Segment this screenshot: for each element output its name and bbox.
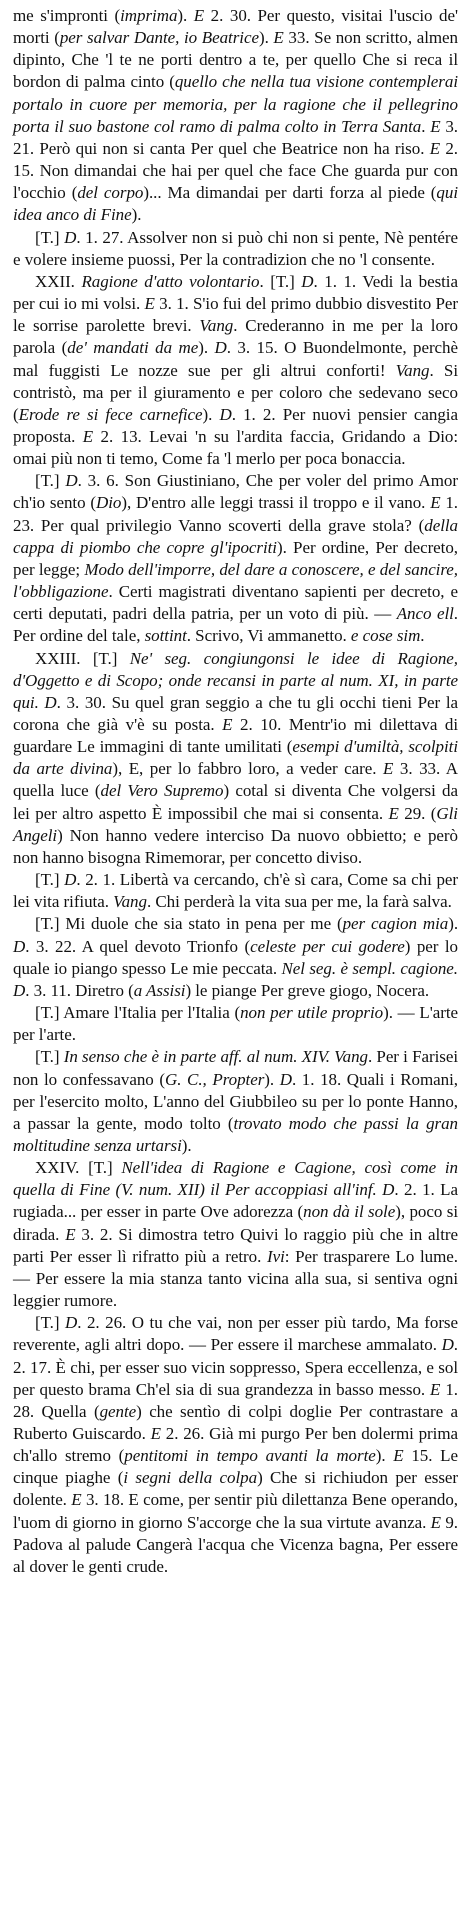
italic-text: pentitomi in tempo avanti la morte	[124, 1446, 376, 1466]
body-text: ).	[448, 914, 459, 934]
italic-text: D	[65, 1313, 78, 1333]
italic-text: celeste per cui godere	[250, 936, 405, 956]
body-text: 2. 13. Levai 'n su l'ardita faccia, Gridando a Dio: omai più non ti temo, Come fa 'l merlo per poca bonaccia.	[13, 426, 458, 469]
italic-text: Dio	[95, 493, 122, 513]
body-text: .	[421, 116, 431, 136]
italic-text: E	[273, 28, 284, 48]
body-text: ), E, per lo fabbro loro, a veder care.	[112, 759, 383, 779]
body-text: . 3. 22. A quel devoto Trionfo (	[25, 936, 251, 956]
body-text: [T.]	[35, 1047, 64, 1067]
body-text: 9. Padova al palude Cangerà l'acqua che Vicenza bagna, Per essere al dover le genti crude.	[13, 1512, 458, 1576]
italic-text: quello che nella tua visione contemplerai portalo in cuore per memoria, per la ragione che il pellegrino porta il suo bastone col ramo di palma colto in Terra Santa	[13, 72, 458, 136]
body-text: 3. 1. S'io fui del primo dubbio disvestito Per le sorrise parolette brevi.	[13, 294, 458, 336]
body-text: ), poco si dirada.	[13, 1202, 458, 1244]
italic-text: del corpo	[77, 183, 144, 203]
text-paragraph	[13, 1046, 458, 1157]
italic-text: E	[430, 116, 441, 136]
body-text: . 2. 26. O tu che vai, non per esser più tardo, Ma forse reverente, agli altri dopo. — Per essere il marchese ammalato.	[13, 1313, 458, 1355]
text-paragraph	[13, 1312, 458, 1578]
body-text: . 1. 1. Vedi la bestia per cui io mi volsi.	[13, 271, 458, 314]
body-text: 2. 10. Mentr'io mi dilettava di guardare Le immagini di tante umilitati (	[13, 715, 458, 757]
italic-text: E	[193, 6, 205, 25]
body-text: . 2. 17. È chi, per esser suo vicin soppresso, Spera eccellenza, e sol per questo brama Ch'el sia di sua grandezza in basso messo.	[13, 1335, 458, 1399]
body-text: 33. Se non scritto, almen dipinto, Che 'l te ne porti dentro a te, per quello Che si reca il bordon di palma cinto (	[13, 28, 458, 92]
text-paragraph	[13, 227, 458, 271]
italic-text: E	[429, 138, 441, 158]
body-text: . Scrivo, Vi ammanetto.	[186, 626, 351, 646]
italic-text: E	[430, 1512, 441, 1532]
italic-text: Erode re si fece carnefice	[18, 404, 203, 424]
italic-text: D	[64, 227, 77, 247]
italic-text: D	[64, 870, 77, 890]
italic-text: Nell'idea di Ragione e Cagione, così come in quella di Fine (V. num. XII) il Per accoppiasi all'inf. D	[13, 1158, 458, 1200]
body-text: me s'impronti (	[13, 6, 121, 25]
italic-text: E	[150, 1424, 161, 1443]
italic-text: Vang	[113, 892, 147, 912]
italic-text: imprima	[120, 6, 178, 25]
body-text: [T.] Amare l'Italia per l'Italia (	[35, 1003, 241, 1023]
italic-text: Gli Angeli	[13, 803, 458, 845]
italic-text: della cappa di piombo che copre gl'ipocriti	[13, 515, 458, 557]
body-text: ).	[375, 1446, 394, 1466]
body-text: . 3. 6. Son Giustiniano, Che per voler del primo Amor ch'io sento (	[13, 471, 458, 513]
body-text: ) cotal si diventa Che volgersi da lei per altro aspetto È impossibil che mai si consenta.	[13, 781, 458, 823]
italic-text: Vang	[395, 360, 430, 380]
italic-text: D	[279, 1069, 292, 1089]
italic-text: a Assisi	[133, 980, 186, 1000]
body-text: 3. 2. Si dimostra tetro Quivi lo raggio più che in altre parti Per esser lì rifratto più a retro.	[13, 1224, 458, 1266]
body-text: . 2. 1. La rugiada... per esser in parte Ove adorezza (	[13, 1180, 458, 1222]
italic-text: e cose sim	[350, 626, 421, 646]
body-text: ). Per ordine, Per decreto, per legge;	[13, 537, 458, 579]
text-paragraph	[13, 1157, 458, 1312]
italic-text: Ne' seg. congiungonsi le idee di Ragione, d'Oggetto e di Scopo; onde recansi in parte al num. XI, in parte qui. D	[13, 648, 458, 712]
body-text: XXIV. [T.]	[35, 1158, 122, 1178]
body-text: 3. 21. Però qui non si canta Per quel che Beatrice non ha riso.	[13, 116, 458, 158]
body-text: 3. 18. E come, per sentir più dilettanza Bene operando, l'uom di giorno in giorno S'accorge che la sua virtute avanza.	[13, 1490, 458, 1532]
body-text: . 1. 18. Quali i Romani, per l'esercito molto, L'anno del Giubbileo su per lo ponte Hanno, a passar la gente, modo tolto (	[13, 1069, 458, 1133]
italic-text: D	[301, 271, 314, 291]
body-text: . Certi magistrati diventano sapienti per decreto, e certi deputati, padri della patria, per un voto di più. —	[13, 582, 458, 624]
italic-text: D	[441, 1335, 454, 1355]
body-text: ).	[131, 205, 142, 225]
italic-text: per salvar Dante, io Beatrice	[59, 28, 259, 48]
body-text: XXIII. [T.]	[35, 648, 130, 668]
italic-text: D	[13, 936, 26, 956]
italic-text: Ivi	[266, 1246, 285, 1266]
body-text: .	[420, 626, 425, 646]
text-paragraph	[13, 913, 458, 1002]
body-text: [T.] Mi duole che sia stato in pena per me (	[35, 914, 343, 934]
italic-text: E	[393, 1446, 404, 1466]
body-text: 2. 30. Per questo, visitai l'uscio de' morti (	[13, 6, 459, 48]
italic-text: E	[71, 1490, 82, 1510]
italic-text: Ragione d'atto volontario	[81, 271, 260, 291]
body-text: . Per i Farisei non lo confessavano (	[13, 1047, 458, 1089]
body-text: . Crederanno in me per la loro parola (	[13, 316, 458, 358]
italic-text: E	[222, 715, 233, 734]
body-text: . 3. 11. Diretro (	[25, 980, 134, 1000]
body-text: 2. 26. Già mi purgo Per ben dolermi prima ch'allo stremo (	[13, 1424, 459, 1466]
body-text: 15. Le cinque piaghe (	[13, 1446, 458, 1488]
body-text: . [T.]	[259, 271, 302, 291]
body-text: . 3. 30. Su quel gran seggio a che tu gli occhi tieni Per la corona che già v'è su posta.	[13, 692, 458, 734]
italic-text: gente	[99, 1401, 137, 1421]
italic-text: D	[214, 338, 227, 358]
body-text: . Per ordine del tale,	[13, 604, 458, 646]
body-text: [T.]	[35, 870, 65, 890]
italic-text: D	[219, 404, 232, 424]
italic-text: trovato modo che passi la gran moltitudine senza urtarsi	[13, 1113, 458, 1155]
text-paragraph	[13, 1002, 458, 1046]
body-text: ).	[181, 1135, 192, 1155]
italic-text: E	[430, 493, 441, 513]
body-text: [T.]	[35, 1313, 66, 1333]
body-text: ) Che si richiudon per esser dolente.	[13, 1468, 459, 1510]
body-text: ).	[198, 338, 215, 358]
body-text: ) le piange Per greve giogo, Nocera.	[185, 980, 430, 1000]
body-text: XXII.	[35, 271, 82, 291]
body-text: ), D'entro alle leggi trassi il troppo e il vano.	[121, 493, 431, 513]
body-text: . 3. 15. O Buondelmonte, perchè mal fuggisti Le nozze sue per gli altrui conforti!	[13, 338, 458, 380]
italic-text: del Vero Supremo	[100, 781, 224, 801]
text-paragraph	[13, 470, 458, 647]
body-text: ).	[264, 1069, 280, 1089]
italic-text: non dà il sole	[303, 1202, 396, 1222]
body-text: ) Non hanno vedere interciso Da nuovo obbietto; e però non hanno bisogna Rimemorar, per concetto diviso.	[13, 825, 458, 867]
italic-text: Modo dell'imporre, del dare a conoscere, e del sancire, l'obbligazione	[13, 559, 458, 602]
italic-text: Vang	[199, 316, 234, 336]
body-text: )... Ma dimandai per darti forza al piede (	[143, 183, 437, 203]
italic-text: E	[383, 759, 394, 779]
italic-text: E	[388, 803, 399, 823]
body-text: . Chi perderà la vita sua per me, la farà salva.	[146, 892, 452, 912]
italic-text: E	[65, 1224, 76, 1244]
italic-text: non per utile proprio	[240, 1003, 384, 1023]
body-text: : Per trasparere Lo lume. — Per essere la mia stanza tanto vicina alla sua, si sentiva ogni leggier rumore.	[13, 1246, 458, 1311]
body-text: ). — L'arte per l'arte.	[13, 1003, 458, 1045]
italic-text: E	[430, 1379, 441, 1399]
body-text: 2. 15. Non dimandai che hai per quel che face Che guarda pur con l'occhio (	[13, 138, 458, 203]
italic-text: E	[82, 426, 94, 446]
italic-text: esempi d'umiltà, scolpiti da arte divina	[13, 737, 458, 779]
text-paragraph	[13, 271, 458, 470]
italic-text: In senso che è in parte aff. al num. XIV. Vang	[63, 1047, 368, 1067]
italic-text: Anco ell	[396, 604, 454, 624]
italic-text: de' mandati da me	[67, 338, 199, 358]
italic-text: i segni della colpa	[123, 1468, 258, 1488]
body-text: . Si contristò, ma per il giuramento e per coloro che sedevano seco (	[13, 360, 458, 424]
italic-text: G. C., Propter	[164, 1069, 265, 1089]
italic-text: sottint	[144, 626, 187, 646]
italic-text: D	[65, 471, 78, 491]
body-text: . 1. 27. Assolver non si può chi non si pente, Nè pentére e volere insieme puossi, Per la contradizion che no 'l consente.	[13, 227, 458, 269]
italic-text: Nel seg. è sempl. cagione. D	[13, 958, 458, 1000]
text-paragraph	[13, 869, 458, 913]
italic-text: per cagion mia	[342, 914, 449, 934]
text-paragraph	[13, 5, 458, 227]
body-text: ).	[258, 28, 274, 48]
body-text: ).	[202, 404, 220, 424]
body-text: ) per lo quale io piango spesso Le mie peccata.	[13, 936, 458, 978]
body-text: . 2. 1. Libertà va cercando, ch'è sì cara, Come sa chi per lei vita rifiuta.	[13, 870, 458, 912]
body-text: ).	[177, 6, 194, 25]
italic-text: qui idea anco di Fine	[13, 183, 458, 225]
italic-text: E	[144, 294, 155, 314]
body-text: 1. 23. Per qual privilegio Vanno scoverti della grave stola? (	[13, 493, 458, 535]
body-text: [T.]	[35, 471, 66, 491]
body-text: 29. (	[398, 803, 437, 823]
text-paragraph	[13, 648, 458, 870]
body-text: [T.]	[35, 227, 65, 247]
body-text: ) che sentìo di colpi doglie Per contrastare a Ruberto Guiscardo.	[13, 1401, 458, 1443]
body-text: . 1. 2. Per nuovi pensier cangia proposta.	[13, 404, 458, 446]
body-text: 3. 33. A quella luce (	[13, 759, 459, 801]
body-text: 1. 28. Quella (	[13, 1379, 458, 1421]
